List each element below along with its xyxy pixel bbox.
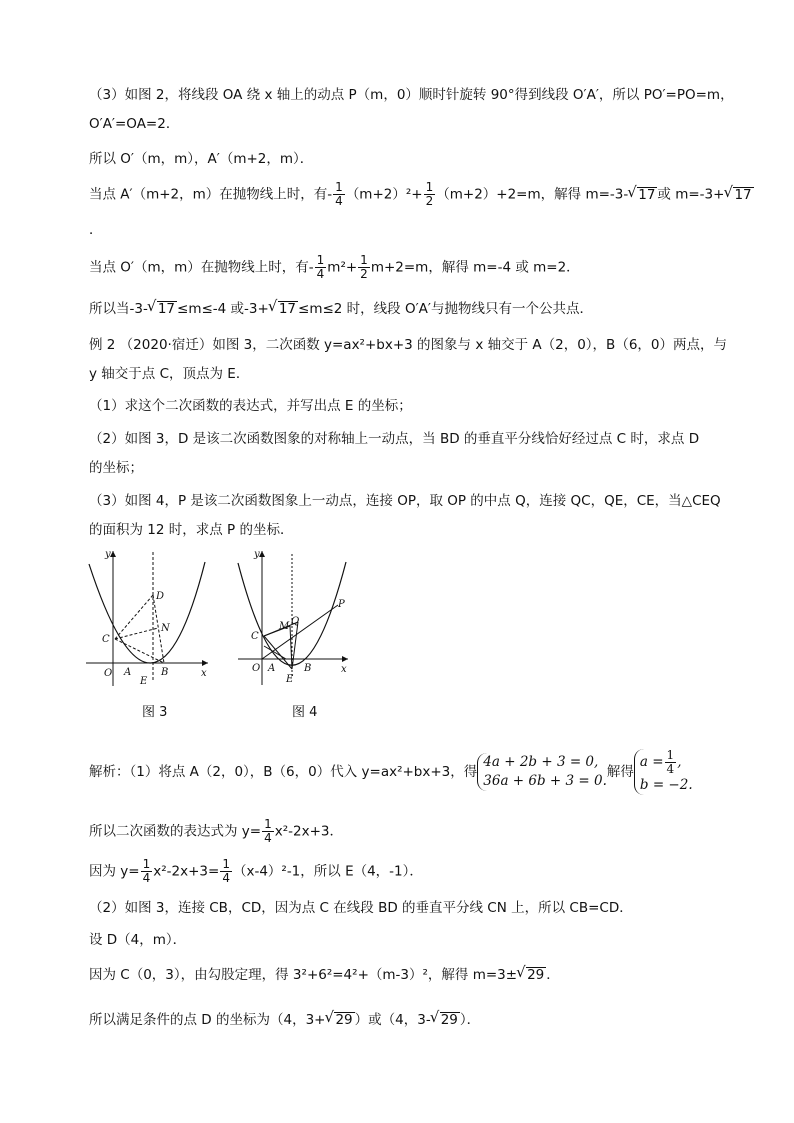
text: （3）如图 4，P 是该二次函数图象上一动点，连接 OP，取 OP 的中点 Q，连接 QC，QE，CE，当△CEQ — [89, 493, 721, 509]
text: （2）如图 3，连接 CB，CD，因为点 C 在线段 BD 的垂直平分线 CN 上，所以 CB=CD． — [89, 900, 633, 916]
x-axis-arrow — [202, 660, 208, 666]
line-p3-1 — [89, 86, 734, 104]
text: 设 D（4，m）． — [89, 932, 187, 948]
text: 或 m=-3+ — [657, 186, 725, 203]
text: （2）如图 3，D 是该二次函数图象的对称轴上一动点，当 BD 的垂直平分线恰好经过点 C 时，求点 D — [89, 431, 700, 447]
text: a = — [639, 754, 664, 770]
sqrt: √ 17 — [637, 187, 657, 203]
x-axis-arrow — [342, 656, 348, 662]
parabola — [238, 562, 346, 665]
segment-CN — [115, 628, 158, 639]
sqrt: √ 29 — [440, 1012, 460, 1028]
denominator: 4 — [316, 267, 325, 281]
numerator: 1 — [316, 253, 325, 267]
line-p3-6 — [89, 254, 580, 281]
figure-3-diagram — [84, 548, 224, 688]
fraction — [262, 818, 274, 845]
parabola — [89, 562, 205, 663]
text: x²-2x+3． — [274, 823, 343, 840]
label-C: C — [102, 634, 110, 645]
numerator: 1 — [142, 857, 151, 871]
label-C: C — [251, 631, 259, 642]
figure-3-caption: 图 3 — [142, 705, 168, 720]
text: 所以 O′（m，m），A′（m+2，m）． — [89, 151, 314, 167]
label-y: y — [105, 549, 111, 560]
text: （1）求这个二次函数的表达式，并写出点 E 的坐标； — [89, 398, 412, 414]
label-x: x — [201, 668, 207, 679]
fraction — [315, 254, 327, 281]
numerator: 1 — [360, 253, 368, 267]
denominator: 4 — [264, 831, 272, 845]
sqrt: √ 17 — [157, 301, 177, 317]
numerator: 1 — [335, 180, 343, 194]
fraction — [358, 254, 370, 281]
denominator: 2 — [360, 267, 368, 281]
label-O: O — [104, 668, 113, 679]
solution-b: b = −2. — [639, 777, 693, 793]
text: 的坐标； — [89, 460, 143, 476]
line-sol-6 — [89, 966, 560, 984]
text: m²+ — [327, 259, 358, 276]
label-E: E — [140, 676, 148, 687]
text: x²-2x+3= — [153, 863, 220, 880]
line-sol-1 — [89, 749, 693, 795]
segment-CD — [115, 595, 153, 639]
line-p3-4 — [89, 181, 754, 208]
figure-4-diagram — [234, 548, 354, 688]
line-ex2-2 — [89, 365, 249, 383]
text: （m+2）+2=m，解得 m=-3- — [436, 186, 629, 203]
line-p3-7 — [89, 300, 593, 318]
text: 例 2 （2020·宿迁）如图 3，二次函数 y=ax²+bx+3 的图象与 x 轴交于 A（2，0），B（6，0）两点，与 — [89, 337, 727, 353]
sqrt: √ 17 — [278, 301, 298, 317]
segment-CA — [264, 646, 286, 659]
label-O: O — [252, 663, 261, 674]
numerator: 1 — [425, 180, 434, 194]
segment-QE — [292, 622, 298, 669]
figure-4-caption: 图 4 — [292, 705, 318, 720]
text: 所以满足条件的点 D 的坐标为（4，3+ — [89, 1012, 326, 1028]
denominator: 4 — [142, 871, 151, 885]
text: 解析：（1）将点 A（2，0），B（6，0）代入 y=ax²+bx+3，得 — [89, 764, 478, 780]
fraction — [665, 749, 677, 776]
label-P: P — [338, 599, 345, 610]
text: ． — [546, 967, 560, 983]
fraction — [141, 858, 153, 885]
text: ． — [89, 222, 103, 238]
denominator: 4 — [666, 762, 675, 776]
line-q3a — [89, 492, 721, 510]
y-axis-arrow — [110, 551, 116, 557]
label-Q: Q — [291, 616, 300, 627]
numerator: 1 — [666, 748, 675, 762]
text: ）． — [459, 1012, 481, 1028]
line-p3-2 — [89, 115, 179, 133]
text: 因为 y= — [89, 863, 140, 880]
text: ≤m≤2 时，线段 O′A′与抛物线只有一个公共点． — [298, 301, 593, 317]
line-sol-2 — [89, 818, 343, 845]
equation-2: 36a + 6b + 3 = 0. — [483, 773, 607, 789]
label-N: N — [161, 623, 170, 634]
numerator: 1 — [264, 817, 272, 831]
denominator: 2 — [425, 194, 434, 208]
text: 因为 C（0，3），由勾股定理，得 3²+6²=4²+（m-3）²，解得 m=3± — [89, 967, 518, 983]
text: ≤m≤-4 或-3+ — [177, 301, 269, 317]
denominator: 4 — [335, 194, 343, 208]
line-ex2-1 — [89, 336, 727, 354]
text: （x-4）²-1，所以 E（4，-1）． — [232, 863, 423, 880]
y-axis-arrow — [259, 551, 265, 557]
text: 解得 — [606, 764, 634, 780]
text: 所以当-3- — [89, 301, 148, 317]
sqrt: √ 29 — [334, 1012, 354, 1028]
label-D: D — [156, 591, 165, 602]
line-q2b — [89, 459, 143, 477]
line-p3-3 — [89, 150, 313, 168]
line-q3b — [89, 521, 293, 539]
line-sol-4 — [89, 899, 633, 917]
sqrt: √ 29 — [526, 967, 546, 983]
sqrt: √ 17 — [733, 187, 753, 203]
text: 的面积为 12 时，求点 P 的坐标． — [89, 522, 294, 538]
line-sol-5 — [89, 931, 186, 949]
label-B: B — [304, 663, 312, 674]
text: （3）如图 2，将线段 OA 绕 x 轴上的动点 P（m，0）顺时针旋转 90°得到线段 O′A′，所以 PO′=PO=m， — [89, 87, 734, 103]
line-q1 — [89, 397, 412, 415]
line-sol-3 — [89, 858, 423, 885]
text: （m+2）²+ — [345, 186, 423, 203]
line-p3-5 — [89, 221, 103, 239]
fraction — [333, 181, 345, 208]
fraction — [220, 858, 232, 885]
text: 当点 O′（m，m）在抛物线上时，有- — [89, 259, 314, 276]
text: 当点 A′（m+2，m）在抛物线上时，有- — [89, 186, 333, 203]
numerator: 1 — [222, 857, 230, 871]
label-M: M — [279, 621, 290, 632]
label-A: A — [268, 663, 276, 674]
text: 所以二次函数的表达式为 y= — [89, 823, 262, 840]
equation-system — [477, 753, 607, 791]
label-y: y — [254, 549, 260, 560]
text: m+2=m，解得 m=-4 或 m=2． — [370, 259, 580, 276]
fraction — [424, 181, 436, 208]
equation-1: 4a + 2b + 3 = 0, — [483, 754, 599, 770]
text: , — [677, 754, 682, 770]
label-B: B — [161, 667, 169, 678]
line-q2a — [89, 430, 699, 448]
text: ）或（4，3- — [354, 1012, 431, 1028]
solution-system — [634, 749, 693, 795]
text: O′A′=OA=2． — [89, 116, 180, 132]
text: y 轴交于点 C，顶点为 E． — [89, 366, 250, 382]
denominator: 4 — [222, 871, 230, 885]
solution-a — [640, 749, 693, 776]
label-x: x — [341, 664, 347, 675]
label-E: E — [286, 674, 294, 685]
line-sol-7 — [89, 1011, 480, 1029]
label-A: A — [124, 667, 132, 678]
